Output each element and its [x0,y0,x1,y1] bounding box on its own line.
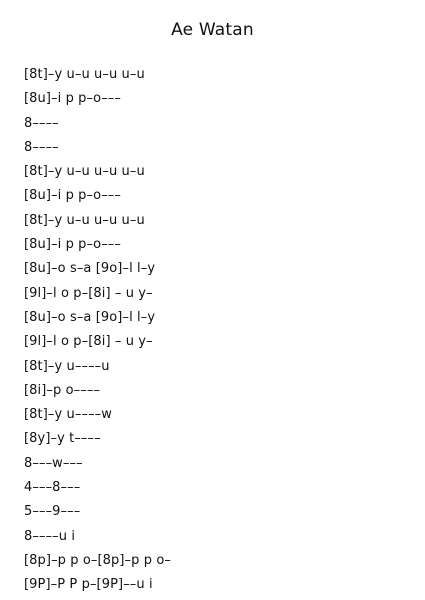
notation-line: [8t]–y u–u u–u u–u [24,212,145,228]
notation-line: 8–––w––– [24,455,83,471]
notation-line: [9l]–l o p–[8i] – u y– [24,285,153,301]
notation-line: [8u]–i p p–o––– [24,91,121,107]
notation-line: [8t]–y u––––u [24,358,110,374]
notation-line: [8t]–y u––––w [24,407,113,423]
notation-line: [9l]–l o p–[8i] – u y– [24,334,153,350]
notation-line: [8i]–p o–––– [24,382,101,398]
notation-line: 8–––– [24,139,59,155]
notation-list [24,63,171,598]
notation-line: [8u]–o s–a [9o]–l l–y [24,261,156,277]
notation-line: [8y]–y t–––– [24,431,101,447]
notation-line: [8u]–i p p–o––– [24,188,121,204]
notation-line: [8t]–y u–u u–u u–u [24,67,145,82]
notation-line: 4–––8––– [24,480,81,496]
notation-line: [8u]–i p p–o––– [24,237,121,253]
notation-line: 8––––u i [24,528,76,544]
notation-line: [8u]–o s–a [9o]–l l–y [24,309,156,325]
notation-line: [8p]–p p o–[8p]–p p o– [24,552,171,568]
notation-line: 8–––– [24,115,59,131]
page-title: Ae Watan [171,20,254,40]
notation-line: [9P]–P P p–[9P]––u i [24,577,153,593]
notation-line: [8t]–y u–u u–u u–u [24,164,145,180]
notation-line: 5–––9––– [24,504,81,520]
